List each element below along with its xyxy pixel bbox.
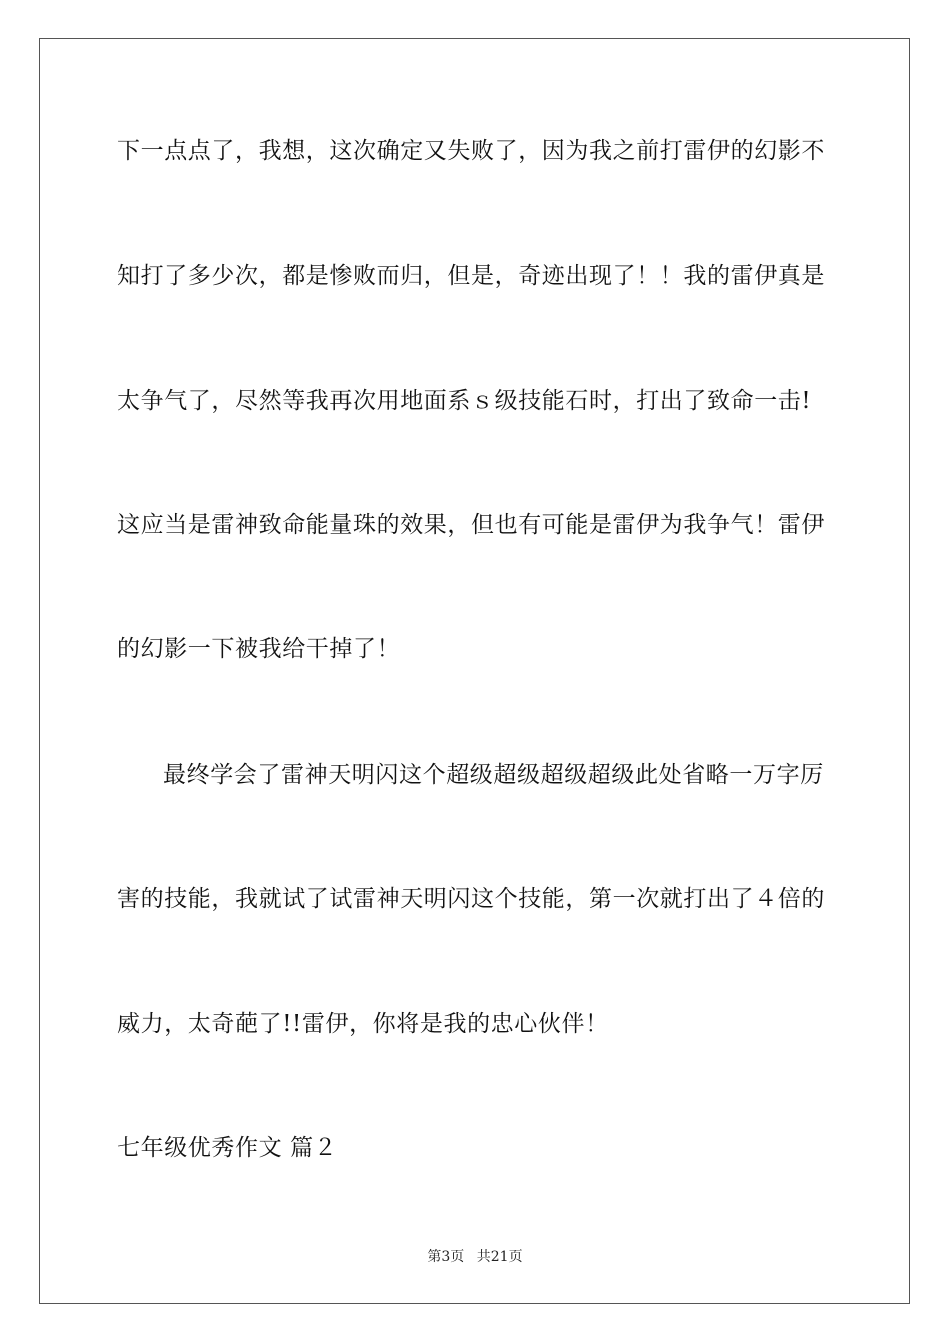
body-text-line: 知打了多少次，都是惨败而归，但是，奇迹出现了！！我的雷伊真是 — [117, 263, 825, 289]
page-total: 共21页 — [476, 1249, 523, 1265]
paragraph-start-line: 最终学会了雷神天明闪这个超级超级超级超级此处省略一万字厉 — [163, 762, 824, 788]
body-text-line: 害的技能，我就试了试雷神天明闪这个技能，第一次就打出了４倍的 — [117, 886, 825, 912]
page-footer — [0, 1248, 950, 1266]
body-text-line: 下一点点了，我想，这次确定又失败了，因为我之前打雷伊的幻影不 — [117, 138, 825, 164]
page-border — [39, 38, 910, 1304]
body-text-line: 的幻影一下被我给干掉了！ — [117, 636, 401, 662]
page-number: 第3页 — [427, 1249, 465, 1265]
section-heading: 七年级优秀作文 篇２ — [117, 1135, 338, 1161]
body-text-line: 威力，太奇葩了!!雷伊，你将是我的忠心伙伴！ — [117, 1011, 609, 1037]
body-text-line: 这应当是雷神致命能量珠的效果，但也有可能是雷伊为我争气！雷伊 — [117, 512, 825, 538]
body-text-line: 太争气了，尽然等我再次用地面系ｓ级技能石时，打出了致命一击! — [117, 388, 812, 414]
